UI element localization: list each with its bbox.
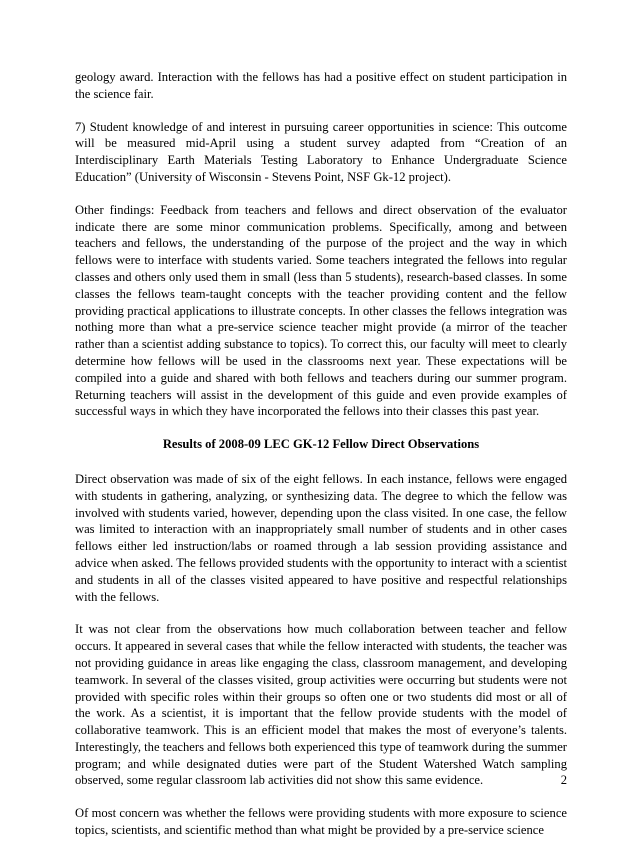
paragraph-other-findings: Other findings: Feedback from teachers and fellows and direct observation of the evaluator indicate there are some minor communication problems. Specifically, among and between teachers and fellows, the understanding of the purpose of the project and the way in which fellows were to interface with students varied. Some teachers integrated the fellows into regular classes and others only used them in small (less than 5 students), research-based classes. In some classes the fellows team-taught concepts with the teacher providing content and the fellow providing practical applications to illustrate concepts. In other classes the fellows integration was nothing more than what a pre-service science teacher might provide (a mirror of the teacher rather than a scientist adding substance to topics). To correct this, our faculty will meet to clearly determine how fellows will be used in the classrooms next year. These expectations will be compiled into a guide and shared with both fellows and teachers during our summer program. Returning teachers will assist in the development of this guide and even provide examples of successful ways in which they have incorporated the fellows into their classes this past year. xyxy=(75,202,567,419)
paragraph-direct-observation: Direct observation was made of six of the eight fellows. In each instance, fellows were engaged with students in gathering, analyzing, or synthesizing data. The degree to which the fellow was involved with students varied, however, depending upon the class visited. In one case, the fellow was limited to interaction with an inappropriately small number of students and in other cases fellows either led instruction/labs or roamed through a lab session providing assistance and advice when asked. The fellows provided students with the opportunity to interact with a scientist and students in all of the classes visited appeared to have positive and respectful relationships with the fellows. xyxy=(75,471,567,604)
paragraph-geology-award: geology award. Interaction with the fellows has had a positive effect on student participation in the science fair. xyxy=(75,70,567,101)
section-heading: Results of 2008-09 LEC GK-12 Fellow Direct Observations xyxy=(162,437,480,452)
page-body xyxy=(75,69,567,855)
page-number: 2 xyxy=(560,773,567,787)
paragraph-concern: Of most concern was whether the fellows were providing students with more exposure to science topics, scientists, and scientific method than what might be provided by a pre-service science xyxy=(75,806,567,838)
paragraph-career-outcome: 7) Student knowledge of and interest in pursuing career opportunities in science: This outcome will be measured mid-April using a student survey adapted from “Creation of an Interdisciplinary Earth Materials Testing Laboratory to Enhance Undergraduate Science Education” (University of Wisconsin - Stevens Point, NSF Gk-12 project). xyxy=(75,119,567,184)
paragraph-collaboration: It was not clear from the observations how much collaboration between teacher and fellow occurs. It appeared in several cases that while the fellow interacted with students, the teacher was not providing guidance in areas like engaging the class, classroom management, and developing teamwork. In several of the classes visited, group activities were occurring but students were not provided with specific roles within their groups so often one or two students did most or all of the work. As a scientist, it is important that the fellow provide students with the model of collaborative teamwork. This is an efficient model that makes the most of everyone’s talents. Interestingly, the teachers and fellows both experienced this type of teamwork during the summer program; and while designated duties were part of the Student Watershed Watch sampling observed, some regular classroom lab activities did not show this same evidence. xyxy=(75,622,567,788)
